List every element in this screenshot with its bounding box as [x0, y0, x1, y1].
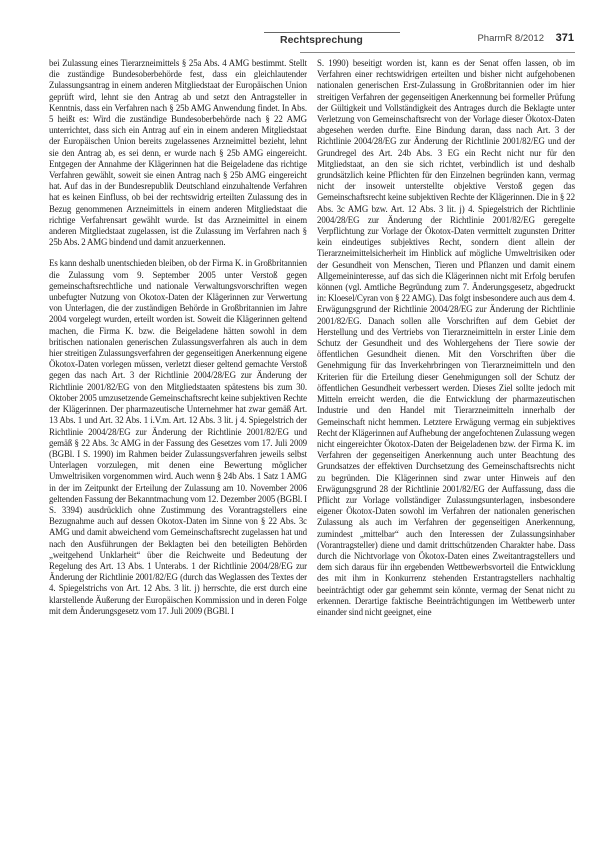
- page-header: [38, 24, 574, 48]
- paragraph: S. 1990) beseitigt worden ist, kann es der Senat offen lassen, ob im Verfahren einer rechtswidrigen erteilten und bisher nicht aufgehobenen nationalen generischen Erst-Zulassung in Großbritannien oder im hier streitigen Verfahren der gegenseitigen Anerkennung bei formeller Prüfung der Gültigkeit und Vollständigkeit des Antrages durch die Beklagte unter Verletzung von Gemeinschaftsrecht von der Vorlage dieser Ökotox-Daten abgesehen werden durfte. Eine Bindung daran, dass nach Art. 3 der Richtlinie 2004/28/EG zur Änderung der Richtlinie 2001/82/EG und der Grundregel des Art. 24b Abs. 3 EG ein Recht nicht nur für den Mitgliedstaat, an den sie sich richtet, verbindlich ist und deshalb grundsätzlich keine Pflichten für den Einzelnen begründen kann, vermag nicht der insoweit unterstellte objektive Verstoß gegen das Gemeinschaftsrecht keine subjektiven Rechte der Klägerinnen. Die in § 22 Abs. 3c AMG bzw. Art. 12 Abs. 3 lit. j) 4. Spiegelstrich der Richtlinie 2004/28/EG zur Änderung der Richtlinie 2001/82/EG geregelte Verpflichtung zur Vorlage der Ökotox-Daten vermittelt zugunsten Dritter kein eindeutiges subjektives Recht, sondern dient allein der Tierarzneimittelsicherheit im Hinblick auf mögliche Umweltrisiken oder der Gesundheit von Menschen, Tieren und Pflanzen und damit einem Allgemeininteresse, auf das sich die Klägerinnen nicht mit Erfolg berufen können (vgl. Amtliche Begründung zum 7. Änderungsgesetz, abgedruckt in: Kloesel/Cyran von § 22 AMG). Das folgt insbesondere auch aus dem 4. Erwägungsgrund der Richtlinie 2004/28/EG zur Änderung der Richtlinie 2001/82/EG. Danach sollen alle Vorschriften auf dem Gebiet der Herstellung und des Vertriebs von Tierarzneimitteln in erster Linie dem Schutz der Gesundheit und des Wohlergehens der Tiere sowie der öffentlichen Gesundheit dienen. Mit den Vorschriften über die Genehmigung für das Inverkehrbringen von Tierarzneimitteln und den Kriterien für die Erteilung dieser Genehmigungen soll der Schutz der öffentlichen Gesundheit verbessert werden. Dieses Ziel sollte jedoch mit Mitteln erreicht werden, die die Entwicklung der pharmazeutischen Industrie und den Handel mit Tierarzneimitteln innerhalb der Gemeinschaft nicht hemmen. Letztere Erwägung vermag ein subjektives Recht der Klägerinnen auf Aufhebung der angefochtenen Zulassung wegen nicht eingereichter Ökotox-Daten der Beigeladenen bzw. der Firma K. im Verfahren der gegenseitigen Anerkennung auch unter Beachtung des Grundsatzes der effektiven Durchsetzung des Gemeinschaftsrechts nicht zu begründen. Die Klägerinnen sind zwar unter Hinweis auf den Erwägungsgrund 28 der Richtlinie 2001/82/EG der Auffassung, dass die Pflicht zur Vorlage vollständiger Zulassungsunterlagen, insbesondere eigener Ökotox-Daten sowohl im Verfahren der nationalen generischen Zulassung als auch im Verfahren der gegenseitigen Anerkennung, zumindest „mittelbar“ auch den Interessen der Zulassungsinhaber (Vorantragsteller) diene und damit drittschützenden Charakter habe. Dass durch die Nichtvorlage von Ökotox-Daten eines Zweitantragstellers und dem sich daraus für ihn ergebenden Wettbewerbsvorteil die Entwicklung des mit ihm in Konkurrenz stehenden Erstantragstellers nachhaltig beeinträchtigt oder gar gehemmt sein könnte, vermag der Senat nicht zu erkennen. Derartige faktische Beeinträchtigungen im Wettbewerb unter einander sind nicht geeignet, eine: [317, 58, 575, 617]
- paragraph: bei Zulassung eines Tierarzneimittels § 25a Abs. 4 AMG bestimmt. Stellt die zuständige Bundesoberbehörde fest, dass ein gleichlautender Zulassungsantrag in einem anderen Mitgliedstaat der Europäischen Union geprüft wird, lehnt sie den Antrag ab und setzt den Antragsteller in Kenntnis, dass ein Verfahren nach § 25b AMG Anwendung findet. In Abs. 5 heißt es: Wird die zuständige Bundesoberbehörde nach § 22 AMG unterrichtet, dass sich ein Antrag auf ein in einem anderen Mitgliedstaat der Europäischen Union bereits zugelassenes Arzneimittel bezieht, lehnt sie den Antrag ab, es sei denn, er wurde nach § 25b AMG eingereicht. Entgegen der Annahme der Klägerinnen hat die Beigeladene das richtige Verfahren gewählt, soweit sie einen Antrag nach § 25b AMG eingereicht hat. Auf das in der Bundesrepublik Deutschland einzuhaltende Verfahren hat es keinen Einfluss, ob bei der rechtswidrig erteilten Zulassung des in Bezug genommenen Arzneimittels in einem anderen Mitgliedstaat die richtige Verfahrensart gewählt wurde. Ist das Arzneimittel in einem anderen Mitgliedstaat zugelassen, ist die Zulassung im Verfahren nach § 25b Abs. 2 AMG bindend und damit anzuerkennen.: [49, 58, 307, 248]
- header-rule: [300, 52, 575, 53]
- journal-citation: PharmR 8/2012: [477, 33, 544, 44]
- page-number: 371: [555, 32, 574, 44]
- right-column: [317, 58, 575, 618]
- section-rubric: Rechtsprechung: [264, 32, 400, 47]
- left-column: [49, 58, 307, 617]
- paragraph: Es kann deshalb unentschieden bleiben, ob der Firma K. in Großbritannien die Zulassung vom 9. September 2005 unter Verstoß gegen gemeinschaftsrechtliche und nationale Verwaltungsvorschriften wegen unbefugter Nutzung von Okotox-Daten der Klägerinnen zur Verwertung von Unterlagen, die der zuständigen Behörde in Großbritannien im Jahre 2004 vorgelegt wurden, erteilt worden ist. Soweit die Klägerinnen geltend machen, die Firma K. bzw. die Beigeladene hätten sowohl in dem britischen nationalen generischen Zulassungsverfahren als auch in dem hier streitigen Zulassungsverfahren der gegenseitigen Anerkennung eigene Ökotox-Daten vorlegen müssen, verletzt dieser geltend gemachte Verstoß gegen das nach Art. 3 der Richtlinie 2004/28/EG zur Änderung der Richtlinie 2001/82/EG von den Mitgliedstaaten spätestens bis zum 30. Oktober 2005 umzusetzende Gemeinschaftsrecht keine subjektiven Rechte der Klägerinnen. Der pharmazeutische Unternehmer hat zwar gemäß Art. 13 Abs. 1 und Art. 32 Abs. 1 i.V.m. Art. 12 Abs. 3 lit. j 4. Spiegelstrich der Richtlinie 2004/28/EG zur Änderung der Richtlinie 2001/82/EG und gemäß § 22 Abs. 3c AMG in der Fassung des Gesetzes vom 17. Juli 2009 (BGBl. I S. 1990) im Rahmen beider Zulassungsverfahren jeweils selbst Unterlagen vorzulegen, mit denen eine Bewertung möglicher Umweltrisiken vorgenommen wird. Auch wenn § 24b Abs. 1 Satz 1 AMG in der im Zeitpunkt der Erteilung der Zulassung am 10. November 2006 geltenden Fassung der Bekanntmachung vom 12. Dezember 2005 (BGBl. I S. 3394) ausdrücklich ohne Zustimmung des Vorantragstellers eine Bezugnahme auch auf dessen Okotox-Daten im Sinne von § 22 Abs. 3c AMG und damit abweichend vom Gemeinschaftsrecht zugelassen hat und nach den Ausführungen der Beklagten bei den beteiligten Behörden „weitgehend Unklarheit“ über die Reichweite und Bedeutung der Regelung des Art. 13 Abs. 1 Unterabs. 1 der Richtlinie 2004/28/EG zur Änderung der Richtlinie 2001/82/EG (durch das Weglassen des Textes der 4. Spiegelstrichs von Art. 12 Abs. 3 lit. j) herrschte, die erst durch eine klarstellende Äußerung der Europäischen Kommission und in deren Folge mit dem Änderungsgesetz vom 17. Juli 2009 (BGBl. I: [49, 258, 307, 616]
